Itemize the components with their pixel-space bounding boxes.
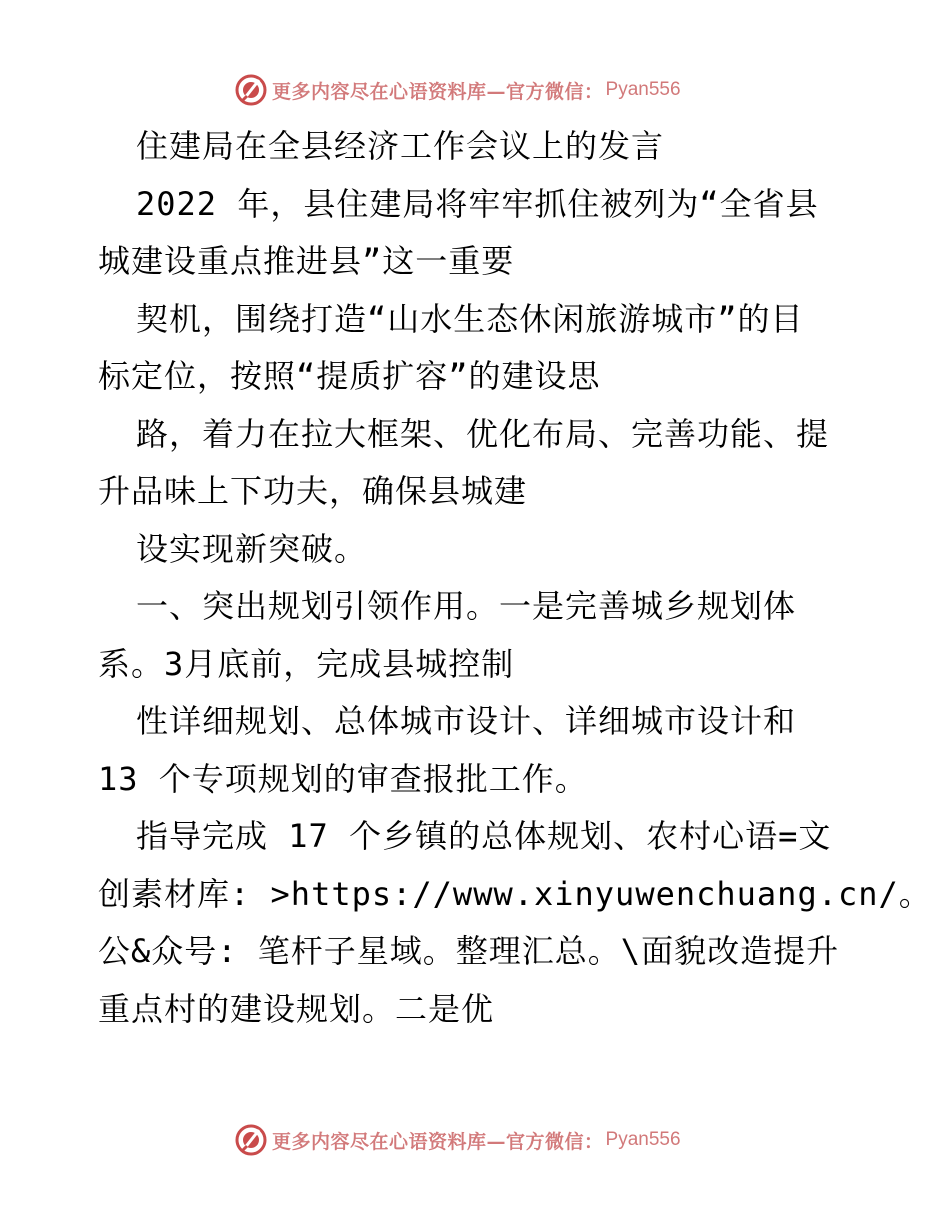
text-line: 路，着力在拉大框架、优化布局、完善功能、提 [136, 414, 830, 453]
header-watermark-text: 更多内容尽在心语资料库—官方微信： [272, 80, 604, 103]
text-line: 2022 年，县住建局将牢牢抓住被列为“全省县 [136, 184, 819, 223]
header-watermark-id: Pyan556 [605, 79, 681, 100]
text-line: 指导完成 17 个乡镇的总体规划、农村心语=文 [136, 817, 832, 855]
text-line: 设实现新突破。 [136, 529, 368, 568]
footer-watermark [234, 1122, 681, 1158]
text-line: 重点村的建设规划。二是优 [98, 989, 495, 1028]
text-line: 住建局在全县经济工作会议上的发言 [136, 127, 665, 165]
text-line: 公&众号: 笔杆子星域。整理汇总。\面貌改造提升 [98, 932, 840, 970]
red-seal-logo-icon [234, 73, 268, 107]
text-line: 创素材库: >https://www.xinyuwenchuang.cn/。 [98, 874, 932, 913]
text-line: 标定位，按照“提质扩容”的建设思 [98, 357, 601, 395]
document-body [98, 118, 932, 1038]
header-watermark [234, 72, 681, 108]
text-line: 系。3月底前，完成县城控制 [98, 644, 515, 683]
text-line: 城建设重点推进县”这一重要 [98, 242, 515, 280]
text-line: 13 个专项规划的审查报批工作。 [98, 759, 588, 798]
red-seal-logo-icon [234, 1123, 268, 1157]
text-line: 性详细规划、总体城市设计、详细城市设计和 [136, 702, 797, 740]
footer-watermark-text: 更多内容尽在心语资料库—官方微信： [272, 1130, 604, 1153]
text-line: 契机，围绕打造“山水生态休闲旅游城市”的目 [136, 299, 804, 338]
text-line: 升品味上下功夫，确保县城建 [98, 472, 528, 510]
text-line: 一、突出规划引领作用。一是完善城乡规划体 [136, 587, 797, 625]
footer-watermark-id: Pyan556 [605, 1129, 681, 1150]
